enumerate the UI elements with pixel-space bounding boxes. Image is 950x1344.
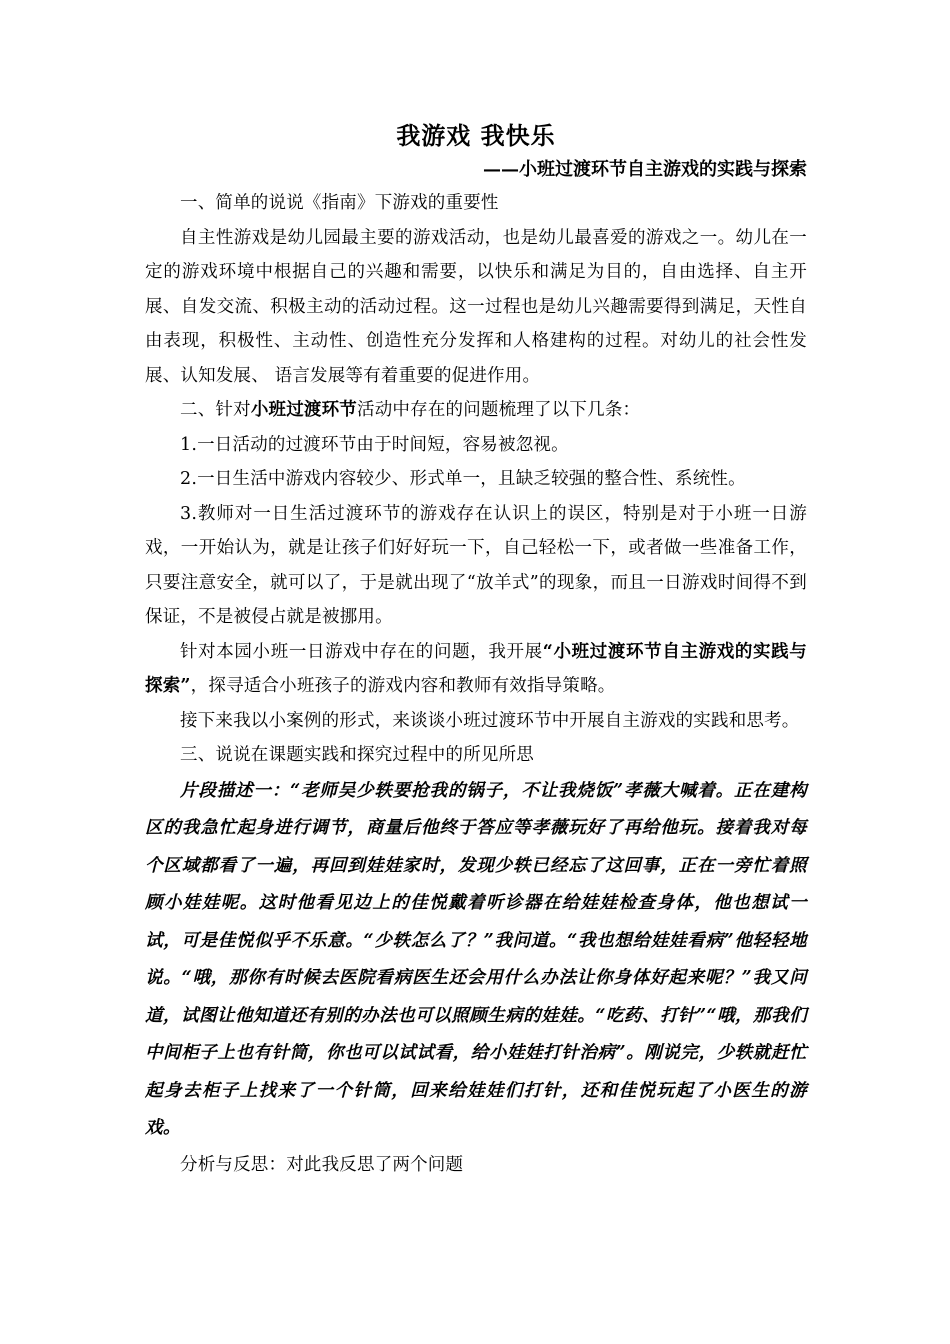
section1-body: 自主性游戏是幼儿园最主要的游戏活动，也是幼儿最喜爱的游戏之一。幼儿在一定的游戏环境中根据自己的兴趣和需要，以快乐和满足为目的，自由选择、自主开展、自发交流、积极主动的活动过程。这一过程也是幼儿兴趣需要得到满足，天性自由表现，积极性、主动性、创造性充分发挥和人格建构的过程。对幼儿的社会性发展、认知发展、 语言发展等有着重要的促进作用。 xyxy=(145,227,807,386)
section2-heading-prefix: 二、针对 xyxy=(180,400,251,420)
list-item-1: 1.一日活动的过渡环节由于时间短，容易被忽视。 xyxy=(180,434,569,455)
list-item-2: 2.一日生活中游戏内容较少、形式单一，且缺乏较强的整合性、系统性。 xyxy=(180,469,746,489)
document-title: 我游戏 我快乐 xyxy=(396,121,556,150)
project-paragraph-prefix: 针对本园小班一日游戏中存在的问题，我开展 xyxy=(180,641,543,662)
section2-heading-suffix: 活动中存在的问题梳理了以下几条： xyxy=(357,400,641,420)
section1-heading: 一、简单的说说《指南》下游戏的重要性 xyxy=(180,193,499,213)
project-paragraph-suffix: ，探寻适合小班孩子的游戏内容和教师有效指导策略。 xyxy=(190,676,616,696)
next-paragraph: 接下来我以小案例的形式，来谈谈小班过渡环节中开展自主游戏的实践和思考。 xyxy=(180,710,800,731)
project-paragraph xyxy=(145,635,807,704)
project-title-strong: “小班过渡环节自主游戏的实践与探索” xyxy=(145,641,807,696)
section3-heading: 三、说说在课题实践和探究过程中的所见所思 xyxy=(180,745,534,765)
section2-heading xyxy=(145,393,807,428)
analysis-heading: 分析与反思：对此我反思了两个问题 xyxy=(180,1154,464,1175)
list-item-3: 3.教师对一日生活过渡环节的游戏存在认识上的误区，特别是对于小班一日游戏，一开始认为，就是让孩子们好好玩一下，自己轻松一下，或者做一些准备工作，只要注意安全，就可以了，于是就出现了“放羊式”的现象，而且一日游戏时间得不到保证，不是被侵占就是被挪用。 xyxy=(145,503,807,627)
section2-heading-strong: 小班过渡环节 xyxy=(250,400,358,420)
story-segment: 片段描述一：“老师吴少轶要抢我的锅子，不让我烧饭”孝薇大喊着。正在建构区的我急忙起身进行调节，商量后他终于答应等孝薇玩好了再给他玩。接着我对每个区域都看了一遍，再回到娃娃家时，发现少轶已经忘了这回事，正在一旁忙着照顾小娃娃呢。这时他看见边上的佳悦戴着听诊器在给娃娃检查身体，他也想试一试，可是佳悦似乎不乐意。“少轶怎么了？”我问道。“我也想给娃娃看病”他轻轻地说。“哦，那你有时候去医院看病医生还会用什么办法让你身体好起来呢？”我又问道，试图让他知道还有别的办法也可以照顾生病的娃娃。“吃药、打针”“哦，那我们中间柜子上也有针筒，你也可以试试看，给小娃娃打针治病”。刚说完，少轶就赶忙起身去柜子上找来了一个针筒，回来给娃娃们打针，还和佳悦玩起了小医生的游戏。 xyxy=(145,780,807,1138)
document-subtitle: ——小班过渡环节自主游戏的实践与探索 xyxy=(483,159,807,180)
